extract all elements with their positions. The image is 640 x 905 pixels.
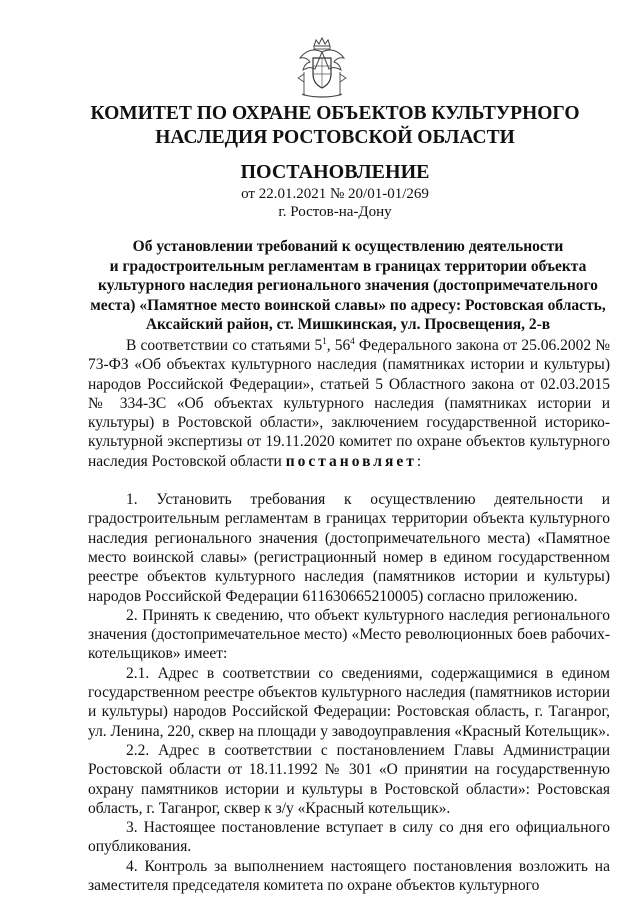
article-superscript-1: 1	[322, 336, 327, 346]
committee-name	[60, 102, 610, 150]
issue-city: г. Ростов-на-Дону	[278, 204, 392, 220]
committee-name-line1: КОМИТЕТ ПО ОХРАНЕ ОБЪЕКТОВ КУЛЬТУРНОГО	[90, 103, 580, 124]
subject-line4: места) «Памятное место воинской славы» по адресу: Ростовская область,	[90, 296, 606, 314]
preamble-part1: В соответствии со статьями 5	[126, 337, 323, 354]
subject-line3: культурного наследия регионального значения (достопримечательного	[98, 277, 598, 295]
article-superscript-2: 4	[350, 336, 355, 346]
subject-line2: и градостроительным регламентам в границах территории объекта	[109, 257, 587, 275]
item-3-paragraph: 3. Настоящее постановление вступает в силу со дня его официального опубликования.	[88, 819, 610, 856]
decree-subject	[88, 237, 608, 335]
preamble-colon: :	[416, 452, 422, 470]
preamble-part2: , 56	[326, 337, 351, 354]
item-2-1-paragraph: 2.1. Адрес в соответствии со сведениями, содержащимися в едином государственном реестре объектов культурного наследия (памятников истории и культуры) народов Российской Федерации: Ростовская область, г. Таганрог, ул. Ленина, 220, сквер на площади у заводоуправления «Красный Котельщик».	[88, 664, 610, 740]
item-1-paragraph: 1. Установить требования к осуществлению деятельности и градостроительным регламентам в границах территории объекта культурного наследия регионального значения (достопримечательного места) «Памятное место воинской славы» (регистрационный номер в едином государственном реестре объектов культурного наследия (памятников истории и культуры) народов Российской Федерации 611630665210005) согласно приложению.	[88, 491, 610, 605]
preamble-paragraph	[88, 336, 610, 471]
item-2-paragraph: 2. Принять к сведению, что объект культурного наследия регионального значения (достопримечательное место) «Место революционных боев рабочих-котельщиков» имеет:	[88, 606, 610, 663]
committee-name-line2: НАСЛЕДИЯ РОСТОВСКОЙ ОБЛАСТИ	[155, 127, 515, 148]
document-type-title: ПОСТАНОВЛЕНИЕ	[240, 161, 430, 183]
date-and-number: от 22.01.2021 № 20/01-01/269	[241, 186, 429, 202]
coat-of-arms-emblem	[296, 36, 348, 100]
decides-word: постановляет	[285, 452, 417, 470]
subject-line5: Аксайский район, ст. Мишкинская, ул. Просвещения, 2-в	[145, 316, 551, 334]
item-4-paragraph: 4. Контроль за выполнением настоящего постановления возложить на заместителя председателя комитета по охране объектов культурного	[88, 857, 610, 895]
item-2-2-paragraph: 2.2. Адрес в соответствии с постановлением Главы Администрации Ростовской области от 18.11.1992 № 301 «О принятии на государственную охрану памятников истории и культуры в Ростовской области»: Ростовская область, г. Таганрог, сквер к з/у «Красный котельщик».	[88, 741, 610, 817]
document-body	[88, 336, 610, 895]
preamble-part3: Федерального закона от 25.06.2002 № 73-ФЗ «Об объектах культурного наследия (памятниках истории и культуры) народов Российской Федерации», статьей 5 Областного закона от 02.03.2015 № 334-ЗС «Об объектах культурного наследия (памятниках истории и культуры) в Ростовской области», заключением государственной историко-культурной экспертизы от 19.11.2020 комитет по охране объектов культурного наследия Ростовской области	[88, 337, 610, 470]
subject-line1: Об установлении требований к осуществлению деятельности	[132, 238, 564, 255]
